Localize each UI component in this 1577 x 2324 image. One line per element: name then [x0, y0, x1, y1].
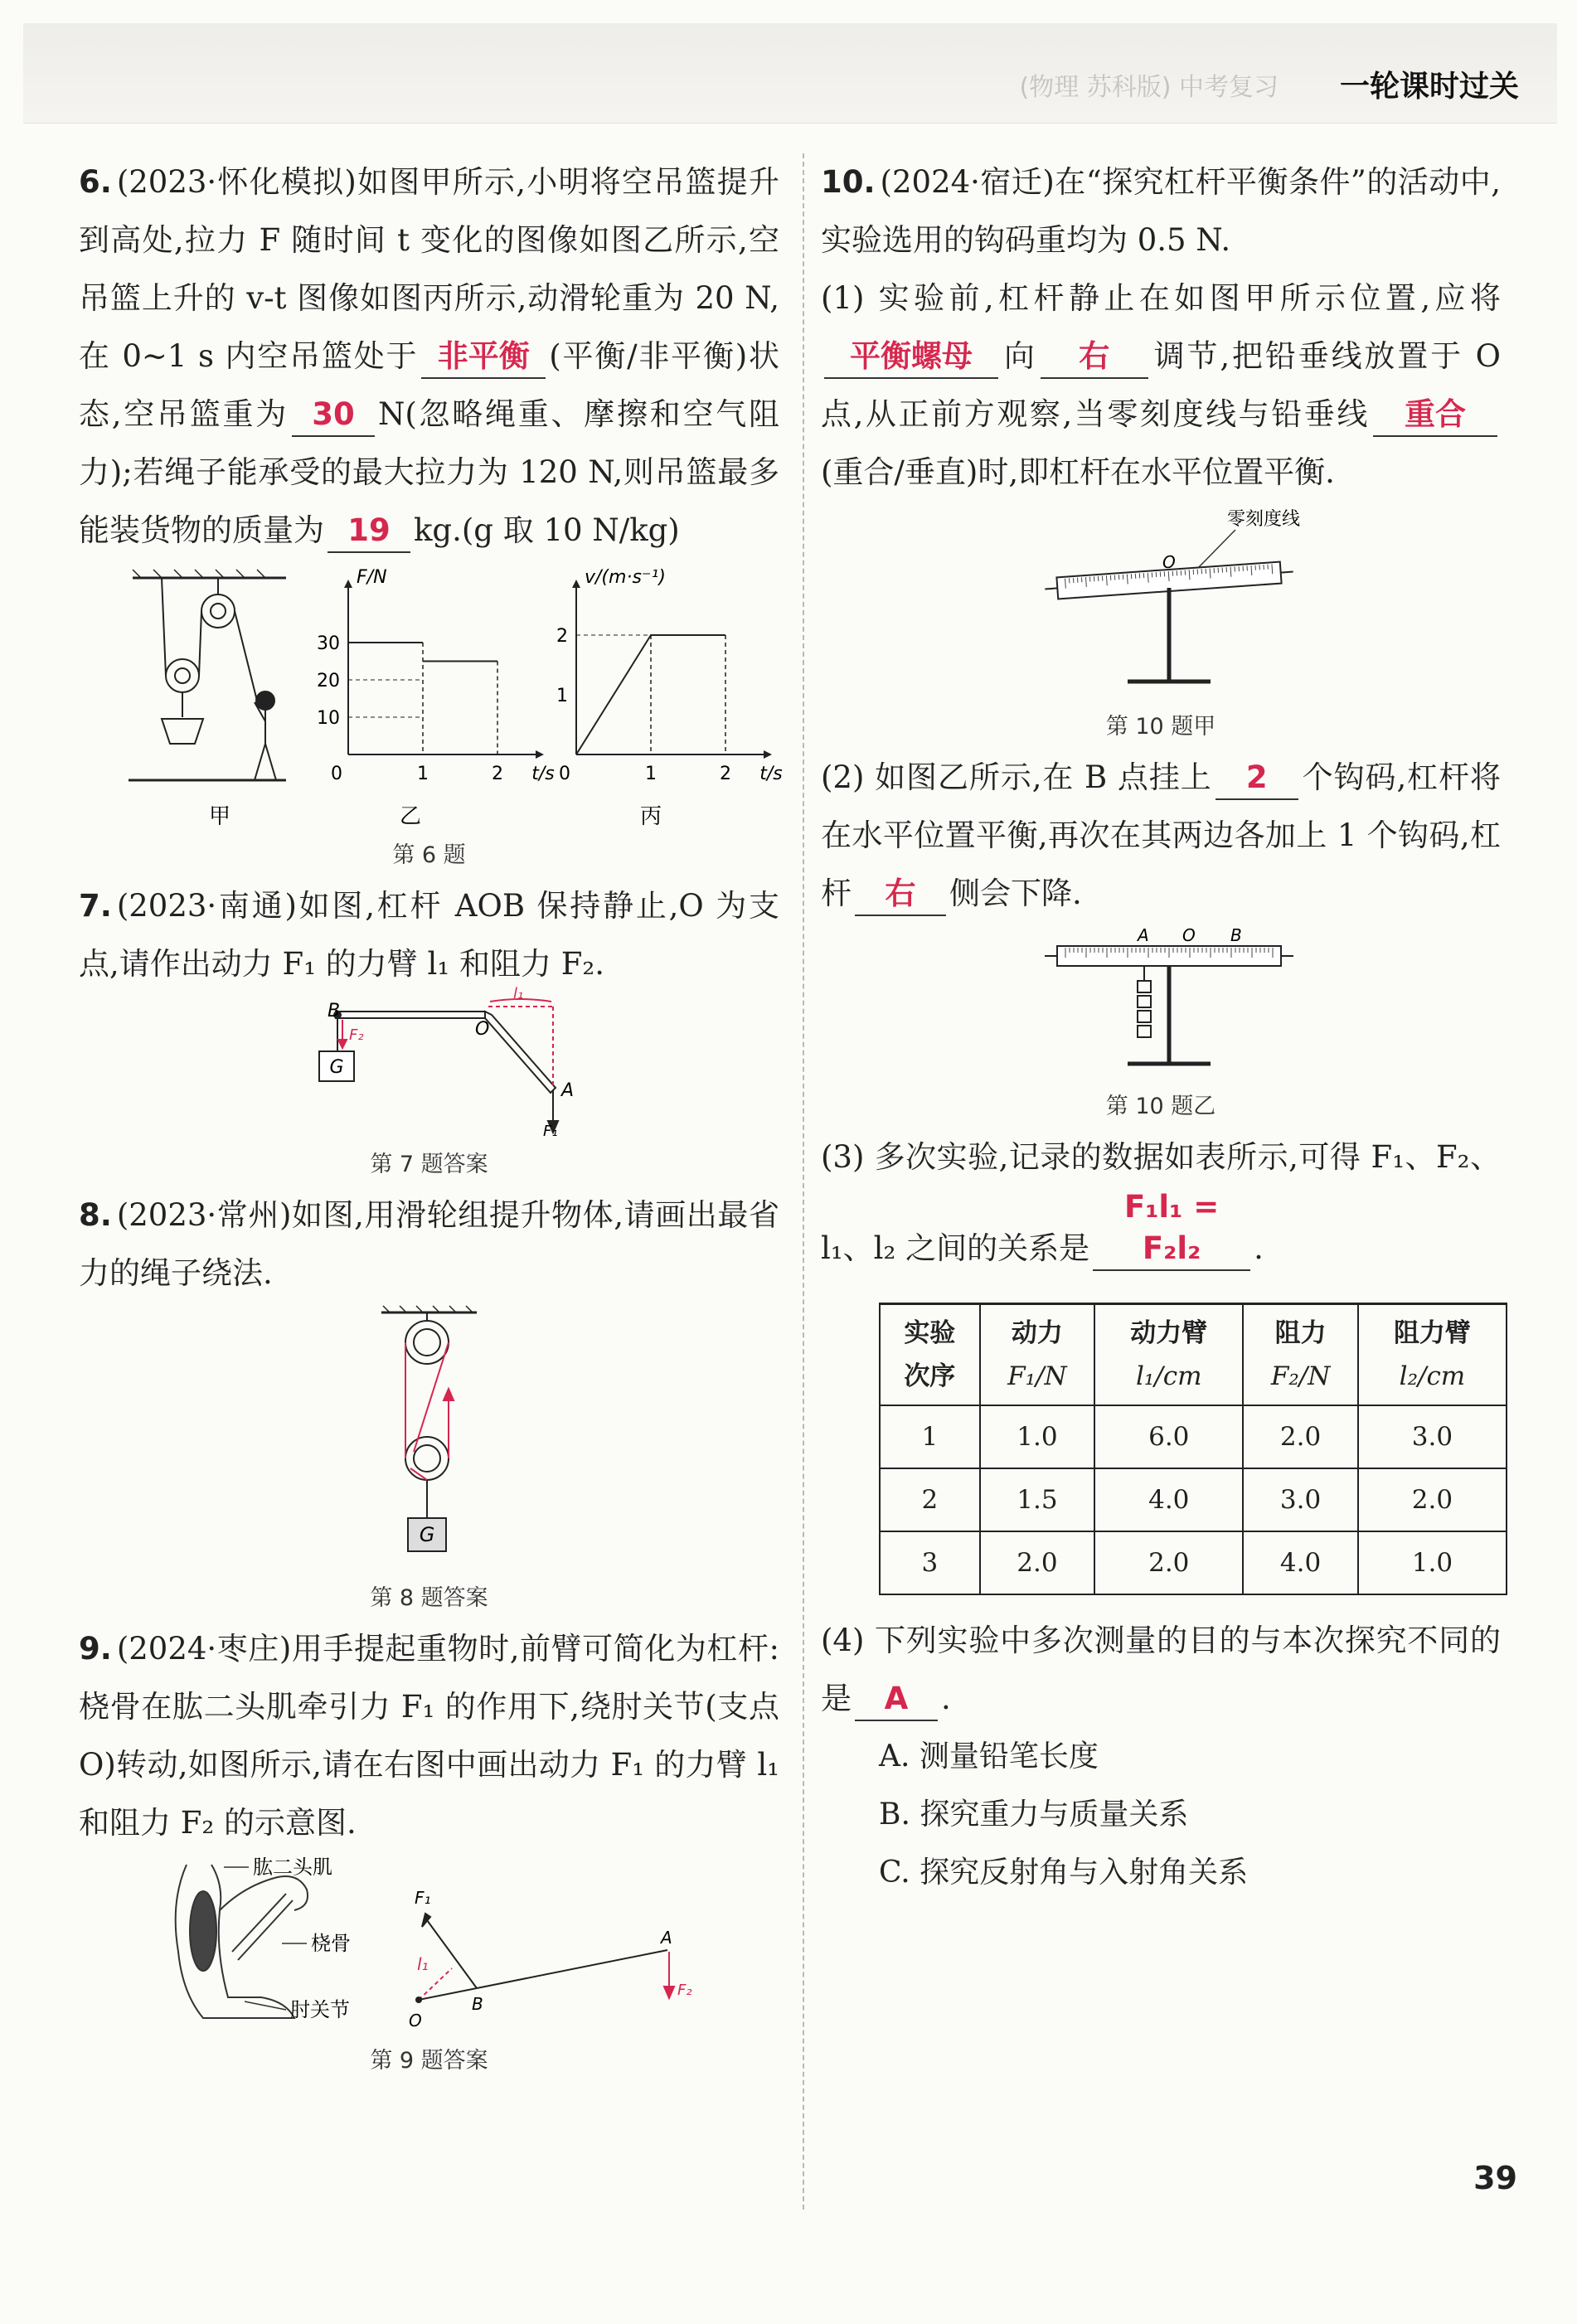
table-row	[880, 1468, 1507, 1531]
label-B: B	[1230, 925, 1242, 945]
option-a: A. 测量铅笔长度	[879, 1739, 1099, 1773]
question-text: (2024·枣庄)用手提起重物时,前臂可简化为杠杆:桡骨在肱二头肌牵引力 F₁ 的作用下,绕肘关节(支点 O)转动,如图所示,请在右图中画出动力 F₁ 的力臂 l₁和阻力 F₂ 的示意图.	[79, 1631, 779, 1841]
label-B: B	[472, 1994, 483, 2014]
question-6	[79, 153, 779, 560]
column-divider	[803, 153, 804, 2210]
q9-caption: 第 9 题答案	[370, 2048, 488, 2074]
label-G: G	[329, 1057, 344, 1078]
table-cell: 2.0	[980, 1531, 1095, 1594]
label-A: A	[561, 1080, 575, 1101]
question-number: 6.	[79, 164, 112, 200]
answer-blank: 右	[855, 873, 946, 916]
label-G: G	[419, 1523, 435, 1546]
y-axis-arrow	[344, 580, 352, 588]
page-number: 39	[1473, 2160, 1517, 2196]
y-tick-label: 10	[317, 708, 340, 729]
option-c: C. 探究反射角与入射角关系	[879, 1856, 1249, 1890]
answer-blank: 非平衡	[421, 336, 546, 379]
question-10-part3	[821, 1128, 1501, 1278]
label-l1: l₁	[513, 985, 524, 1002]
q6-figure	[79, 560, 783, 833]
y-tick-label: 1	[556, 686, 568, 706]
question-10-part2	[821, 749, 1501, 923]
x-axis-label: t/s	[531, 764, 555, 784]
question-number: 10.	[821, 164, 876, 200]
hook-weights	[1138, 966, 1151, 1037]
table-header-cell	[1094, 1304, 1243, 1406]
label-O: O	[475, 1019, 490, 1040]
table-cell: 2.0	[1094, 1531, 1243, 1594]
figure-label-jia: 甲	[208, 804, 231, 829]
answer-blank: 重合	[1373, 394, 1497, 437]
q10-caption-yi: 第 10 题乙	[1105, 1094, 1216, 1119]
question-text: .	[1254, 1230, 1264, 1266]
question-text: (2023·怀化模拟)如图甲所示,小明将空吊篮提升到高处,拉力 F 随时间 t 变化的图像如图乙所示,空吊篮上升的 v-t 图像如图丙所示,动滑轮重为 20 N,在 0~1 s 内空吊篮处于	[79, 164, 779, 374]
origin-label: 0	[559, 764, 570, 784]
label-B: B	[328, 1001, 341, 1021]
forearm-lever-diagram	[419, 1914, 667, 2000]
header-series-text: (物理 苏科版) 中考复习	[1019, 73, 1279, 102]
question-number: 7.	[79, 888, 112, 924]
table-cell: 3.0	[1243, 1468, 1358, 1531]
option-b: B. 探究重力与质量关系	[879, 1798, 1189, 1832]
x-tick-label: 1	[417, 764, 429, 784]
question-text: (2) 如图乙所示,在 B 点挂上	[821, 759, 1212, 795]
question-text: kg.(g 取 10 N/kg)	[414, 512, 680, 548]
table-header-cell	[1358, 1304, 1507, 1406]
header-title: 动力	[1011, 1318, 1063, 1348]
q10-caption-jia: 第 10 题甲	[1105, 714, 1216, 740]
y-axis-label: v/(m·s⁻¹)	[585, 567, 666, 588]
question-text: (1) 实验前,杠杆静止在如图甲所示位置,应将	[821, 280, 1501, 316]
table-cell: 6.0	[1094, 1405, 1243, 1468]
header-title: 阻力臂	[1393, 1318, 1471, 1348]
table-cell: 2	[880, 1468, 980, 1531]
y-tick-label: 30	[317, 633, 340, 654]
table-header-cell	[980, 1304, 1095, 1406]
table-cell: 1	[880, 1405, 980, 1468]
header-band	[23, 23, 1557, 124]
question-text: (2023·南通)如图,杠杆 AOB 保持静止,O 为支点,请作出动力 F₁ 的力臂 l₁ 和阻力 F₂.	[79, 888, 779, 982]
x-axis-arrow	[764, 750, 772, 759]
table-row	[880, 1405, 1507, 1468]
x-axis-label: t/s	[759, 764, 783, 784]
q7-caption: 第 7 题答案	[370, 1152, 488, 1177]
x-axis-arrow	[536, 750, 544, 759]
table-cell: 2.0	[1358, 1468, 1507, 1531]
label-O: O	[1162, 552, 1176, 572]
question-10-intro	[821, 153, 1501, 269]
right-column	[821, 153, 1501, 1902]
q6-caption: 第 6 题	[392, 842, 466, 868]
table-header-row	[880, 1304, 1507, 1406]
table-cell: 3	[880, 1531, 980, 1594]
q9-figure	[79, 1852, 779, 2039]
experiment-data-table	[879, 1303, 1507, 1595]
table-cell: 4.0	[1094, 1468, 1243, 1531]
y-tick-label: 20	[317, 671, 340, 691]
table-cell: 4.0	[1243, 1531, 1358, 1594]
label-l1: l₁	[417, 1954, 429, 1974]
table-row	[880, 1531, 1507, 1594]
label-O: O	[409, 2011, 422, 2030]
answer-blank: 右	[1041, 336, 1148, 379]
answer-blank: 30	[292, 394, 375, 437]
q10-figure-yi	[821, 923, 1501, 1084]
question-text: 调节,把铅垂线放置于 O 点,从正前方观察,当零刻度线与铅垂线	[821, 338, 1501, 432]
label-elbow: 肘关节	[290, 1998, 350, 2021]
question-text: (2024·宿迁)在“探究杠杆平衡条件”的活动中,实验选用的钩码重均为 0.5 N.	[821, 164, 1501, 258]
y-axis-arrow	[572, 580, 580, 588]
question-9	[79, 1620, 779, 1852]
left-column	[79, 153, 783, 2083]
label-O: O	[1182, 925, 1196, 945]
answer-blank: 平衡螺母	[824, 336, 998, 379]
question-text: .	[941, 1681, 951, 1716]
q7-figure	[79, 985, 779, 1143]
table-cell: 3.0	[1358, 1405, 1507, 1468]
label-radius: 桡骨	[311, 1932, 351, 1955]
arm-illustration	[176, 1865, 308, 2018]
header-title: 动力臂	[1130, 1318, 1208, 1348]
question-text: 个钩码,杠杆将在水平位置平衡,再次在其两边各加上 1 个钩码,杠杆	[821, 759, 1501, 911]
question-text: (3) 多次实验,记录的数据如表所示,可得 F₁、F₂、l₁、l₂ 之间的关系是	[821, 1139, 1501, 1266]
header-unit: F₂/N	[1270, 1361, 1331, 1391]
label-zero-line: 零刻度线	[1227, 509, 1301, 530]
header-title: 阻力	[1274, 1318, 1327, 1348]
question-8	[79, 1186, 779, 1303]
y-tick-label: 2	[556, 626, 568, 647]
question-text: 侧会下降.	[949, 876, 1082, 911]
origin-label: 0	[331, 764, 342, 784]
question-10-part4	[821, 1612, 1501, 1728]
pulley-system-diagram	[129, 570, 286, 780]
y-axis-label: F/N	[357, 567, 387, 588]
question-text: 向	[1002, 338, 1037, 374]
answer-blank: 2	[1216, 757, 1298, 800]
label-F2: F₂	[349, 1026, 364, 1044]
header-title: 实验	[904, 1318, 956, 1348]
question-text: (4) 下列实验中多次测量的目的与本次探究不同的是	[821, 1623, 1501, 1716]
table-cell: 1.5	[980, 1468, 1095, 1531]
answer-blank: A	[855, 1678, 938, 1721]
header-title: 一轮课时过关	[1339, 70, 1519, 104]
chart-force-time	[317, 567, 555, 784]
table-cell: 1.0	[1358, 1531, 1507, 1594]
question-text: (重合/垂直)时,即杠杆在水平位置平衡.	[821, 454, 1335, 490]
answer-blank: 19	[328, 510, 410, 553]
label-F1: F₁	[415, 1888, 431, 1908]
table-header-cell	[1243, 1304, 1358, 1406]
q10-figure-jia	[821, 502, 1501, 705]
table-cell: 1.0	[980, 1405, 1095, 1468]
label-F1: F₁	[543, 1123, 558, 1140]
x-tick-label: 1	[645, 764, 657, 784]
table-header-cell	[880, 1304, 980, 1406]
figure-label-yi: 乙	[399, 804, 422, 829]
table-cell: 2.0	[1243, 1405, 1358, 1468]
question-7	[79, 877, 779, 993]
pulley-block-diagram	[381, 1306, 477, 1551]
question-text: N(忽略绳重、摩擦和空气阻力);若绳子能承受的最大拉力为 120 N,则吊篮最多能装货物的质量为	[79, 396, 779, 548]
question-number: 9.	[79, 1631, 112, 1667]
label-biceps: 肱二头肌	[253, 1856, 332, 1879]
figure-label-bing: 丙	[639, 804, 662, 829]
header-unit: l₂/cm	[1399, 1361, 1466, 1391]
header-unit: 次序	[904, 1361, 956, 1391]
question-text: (平衡/非平衡)状态,空吊篮重为	[79, 338, 779, 432]
question-text: (2023·常州)如图,用滑轮组提升物体,请画出最省力的绳子绕法.	[79, 1197, 779, 1291]
x-tick-label: 2	[492, 764, 503, 784]
label-A: A	[661, 1928, 672, 1948]
question-10-part1	[821, 269, 1501, 502]
label-F2: F₂	[677, 1982, 692, 1999]
q8-figure	[79, 1303, 779, 1576]
question-number: 8.	[79, 1197, 112, 1233]
x-tick-label: 2	[720, 764, 731, 784]
answer-blank: F₁l₁ = F₂l₂	[1093, 1186, 1250, 1271]
q8-caption: 第 8 题答案	[370, 1585, 488, 1611]
header-unit: F₁/N	[1007, 1361, 1067, 1391]
label-A: A	[1138, 925, 1149, 945]
chart-velocity-time	[556, 567, 783, 784]
header-unit: l₁/cm	[1135, 1361, 1202, 1391]
